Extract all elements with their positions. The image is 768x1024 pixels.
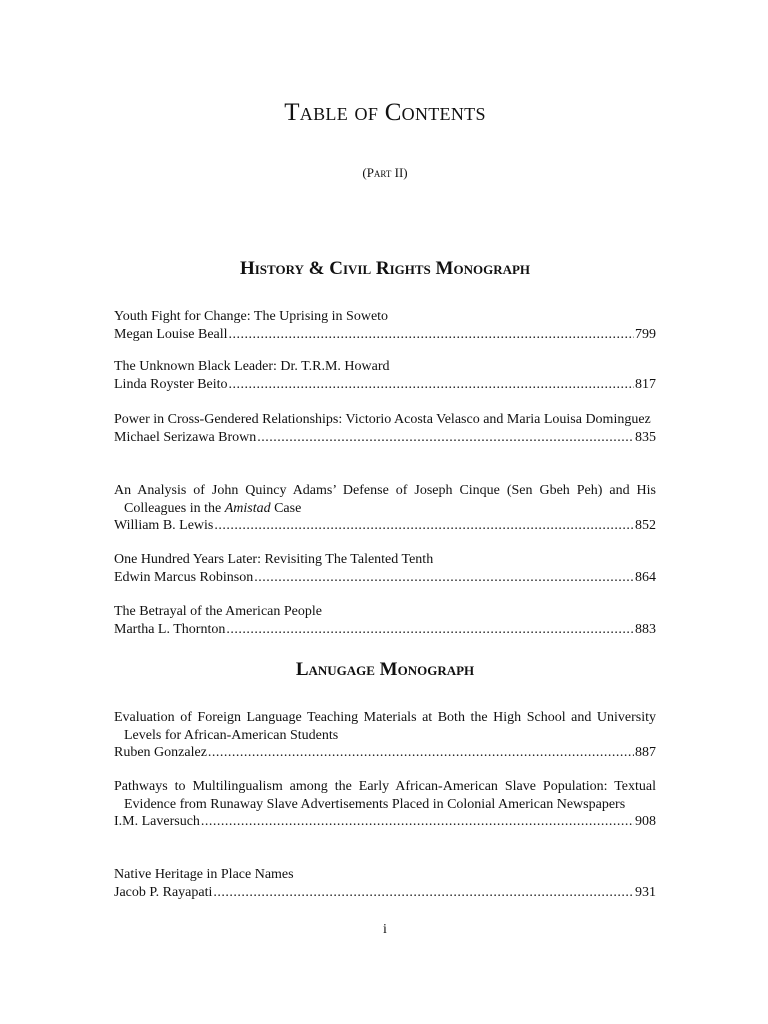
entry-page-number: 799 xyxy=(635,326,656,342)
entry-author: Megan Louise Beall xyxy=(114,326,228,342)
toc-entry[interactable] xyxy=(114,308,656,343)
entry-author: Ruben Gonzalez xyxy=(114,745,207,760)
entry-author: Linda Royster Beito xyxy=(114,376,228,392)
page-title: Table of Contents xyxy=(284,99,486,126)
entry-author: Jacob P. Rayapati xyxy=(114,884,213,900)
entry-author: Edwin Marcus Robinson xyxy=(114,569,254,585)
entry-page-number: 864 xyxy=(635,569,656,585)
entry-title-italic: Amistad xyxy=(224,500,271,516)
entry-page-number: 883 xyxy=(635,621,656,637)
entry-title: The Betrayal of the American People xyxy=(114,604,322,619)
entry-author: Michael Serizawa Brown xyxy=(114,429,257,445)
dot-leader xyxy=(208,744,634,762)
entry-author-line xyxy=(114,884,656,902)
entry-author-line xyxy=(114,744,656,762)
entry-author-line xyxy=(114,429,656,447)
entry-title: Pathways to Multilingualism among the Early African-American Slave Population: Textual Evidence from Runaway Slave Advertisements Placed in Colonial American Newspapers xyxy=(114,779,656,812)
entry-title: Native Heritage in Place Names xyxy=(114,867,294,882)
section-heading-history: History & Civil Rights Monograph xyxy=(239,258,531,279)
dot-leader xyxy=(213,884,634,902)
entry-author-line xyxy=(114,621,656,639)
entry-title: Power in Cross-Gendered Relationships: Victorio Acosta Velasco and Maria Louisa Dominguez xyxy=(114,412,651,427)
toc-page xyxy=(114,0,656,1024)
entry-title: The Unknown Black Leader: Dr. T.R.M. Howard xyxy=(114,359,390,374)
entry-author-line xyxy=(114,813,656,831)
toc-entry[interactable] xyxy=(114,603,656,638)
toc-entry[interactable] xyxy=(114,866,656,901)
entry-page-number: 908 xyxy=(635,814,656,829)
entry-author: Martha L. Thornton xyxy=(114,621,226,637)
entry-title: Evaluation of Foreign Language Teaching Materials at Both the High School and University Levels for African-American Students xyxy=(114,710,656,743)
dot-leader xyxy=(254,569,634,587)
entry-title: An Analysis of John Quincy Adams’ Defense of Joseph Cinque (Sen Gbeh Peh) and His Colleagues in the Amistad Case xyxy=(114,483,656,516)
entry-author: I.M. Laversuch xyxy=(114,814,200,829)
dot-leader xyxy=(201,813,634,831)
toc-entry[interactable] xyxy=(114,551,656,586)
entry-page-number: 835 xyxy=(635,429,656,445)
toc-entry[interactable] xyxy=(114,482,656,535)
dot-leader xyxy=(226,621,634,639)
toc-entry[interactable] xyxy=(114,411,656,446)
dot-leader xyxy=(229,326,634,344)
entry-author-line xyxy=(114,569,656,587)
entry-author: William B. Lewis xyxy=(114,518,214,533)
entry-author-line xyxy=(114,326,656,344)
section-heading-language: Lanugage Monograph xyxy=(295,659,475,680)
entry-title: Youth Fight for Change: The Uprising in Soweto xyxy=(114,309,389,324)
entry-page-number: 931 xyxy=(635,884,656,900)
entry-page-number: 887 xyxy=(635,745,656,760)
dot-leader xyxy=(257,429,634,447)
entry-page-number: 817 xyxy=(635,376,656,392)
toc-entry[interactable] xyxy=(114,709,656,762)
part-label: (Part II) xyxy=(362,165,408,180)
toc-entry[interactable] xyxy=(114,778,656,831)
dot-leader xyxy=(214,517,634,535)
entry-page-number: 852 xyxy=(635,518,656,533)
toc-entry[interactable] xyxy=(114,358,656,393)
entry-author-line xyxy=(114,376,656,394)
dot-leader xyxy=(229,376,634,394)
entry-author-line xyxy=(114,517,656,535)
entry-title: One Hundred Years Later: Revisiting The Talented Tenth xyxy=(114,552,434,567)
footer-page-number: i xyxy=(383,922,387,937)
